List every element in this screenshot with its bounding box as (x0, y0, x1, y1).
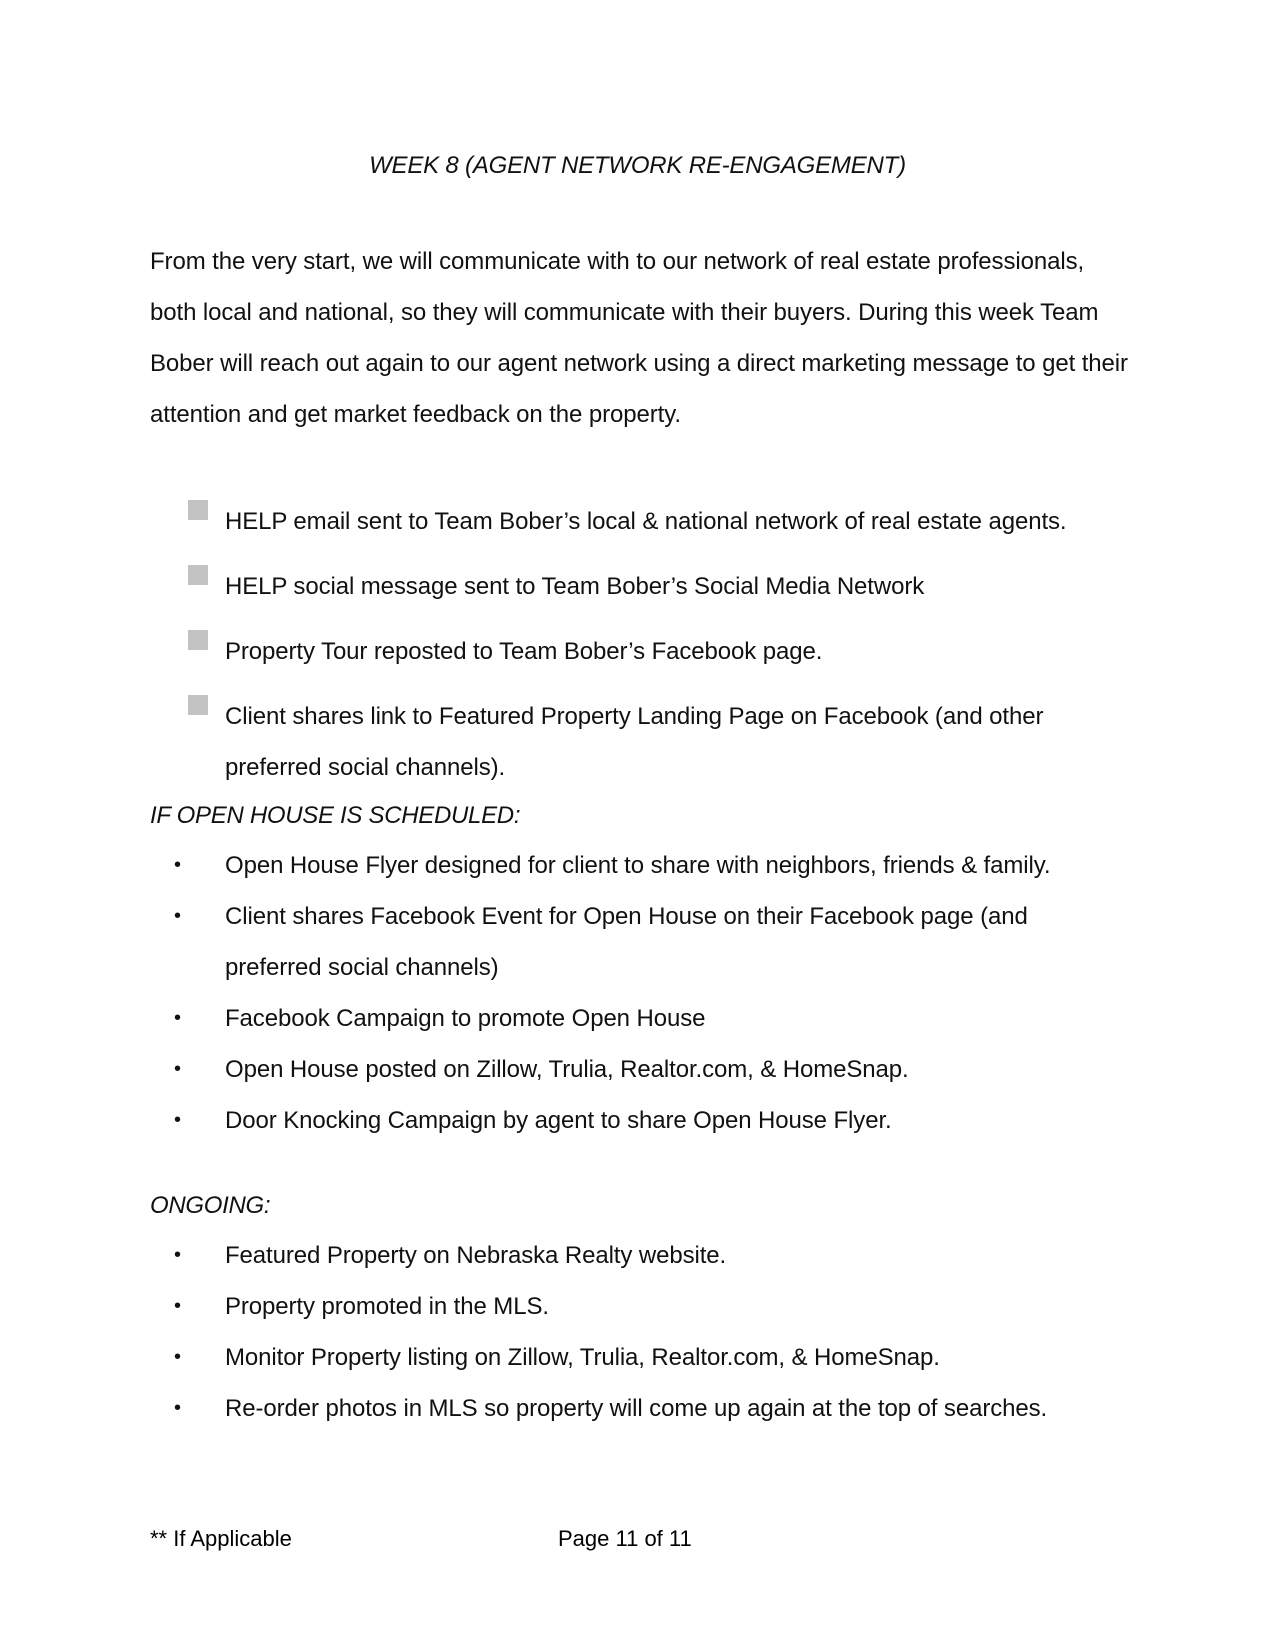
open-house-list (150, 840, 1150, 1146)
list-item (150, 1281, 1150, 1332)
list-item (150, 1095, 1150, 1146)
bullet-icon: • (174, 1007, 181, 1029)
list-item (150, 1332, 1150, 1383)
list-item-text: Client shares Facebook Event for Open House on their Facebook page (and preferred social channels) (225, 903, 1028, 981)
list-item (150, 993, 1150, 1044)
intro-paragraph: From the very start, we will communicate with to our network of real estate professionals, both local and national, so they will communicate with their buyers. During this week Team Bober will reach out again to our agent network using a direct marketing message to get their attention and get market feedback on the property. (150, 248, 1128, 428)
checklist-item (150, 691, 1150, 793)
list-item (150, 840, 1150, 891)
checklist-item-text: HELP social message sent to Team Bober’s Social Media Network (225, 573, 925, 600)
open-house-heading: IF OPEN HOUSE IS SCHEDULED: (150, 802, 521, 829)
bullet-icon: • (174, 1295, 181, 1317)
list-item (150, 1383, 1150, 1434)
checklist-item (150, 496, 1150, 547)
checkbox-icon (188, 695, 208, 715)
list-item (150, 891, 1150, 993)
checkbox-icon (188, 630, 208, 650)
page-number: Page 11 of 11 (558, 1526, 692, 1551)
bullet-icon: • (174, 1058, 181, 1080)
list-item-text: Property promoted in the MLS. (225, 1293, 549, 1320)
bullet-icon: • (174, 905, 181, 927)
checkbox-icon (188, 565, 208, 585)
bullet-icon: • (174, 1397, 181, 1419)
list-item (150, 1230, 1150, 1281)
checklist-item (150, 561, 1150, 612)
list-item (150, 1044, 1150, 1095)
list-item-text: Open House posted on Zillow, Trulia, Realtor.com, & HomeSnap. (225, 1056, 909, 1083)
list-item-text: Featured Property on Nebraska Realty website. (225, 1242, 727, 1269)
footer-note: ** If Applicable (150, 1526, 292, 1551)
list-item-text: Re-order photos in MLS so property will come up again at the top of searches. (225, 1395, 1048, 1422)
checklist-item (150, 626, 1150, 677)
ongoing-heading: ONGOING: (150, 1192, 271, 1219)
checkbox-icon (188, 500, 208, 520)
bullet-icon: • (174, 1346, 181, 1368)
bullet-icon: • (174, 1244, 181, 1266)
checklist (150, 496, 1150, 793)
checklist-item-text: Client shares link to Featured Property Landing Page on Facebook (and other preferred social channels). (225, 703, 1044, 781)
checklist-item-text: HELP email sent to Team Bober’s local & national network of real estate agents. (225, 508, 1067, 535)
list-item-text: Door Knocking Campaign by agent to share Open House Flyer. (225, 1107, 892, 1134)
list-item-text: Monitor Property listing on Zillow, Trulia, Realtor.com, & HomeSnap. (225, 1344, 940, 1371)
checklist-item-text: Property Tour reposted to Team Bober’s Facebook page. (225, 638, 823, 665)
list-item-text: Open House Flyer designed for client to share with neighbors, friends & family. (225, 852, 1051, 879)
list-item-text: Facebook Campaign to promote Open House (225, 1005, 706, 1032)
ongoing-list (150, 1230, 1150, 1434)
page-title: WEEK 8 (AGENT NETWORK RE-ENGAGEMENT) (369, 152, 906, 179)
bullet-icon: • (174, 854, 181, 876)
bullet-icon: • (174, 1109, 181, 1131)
